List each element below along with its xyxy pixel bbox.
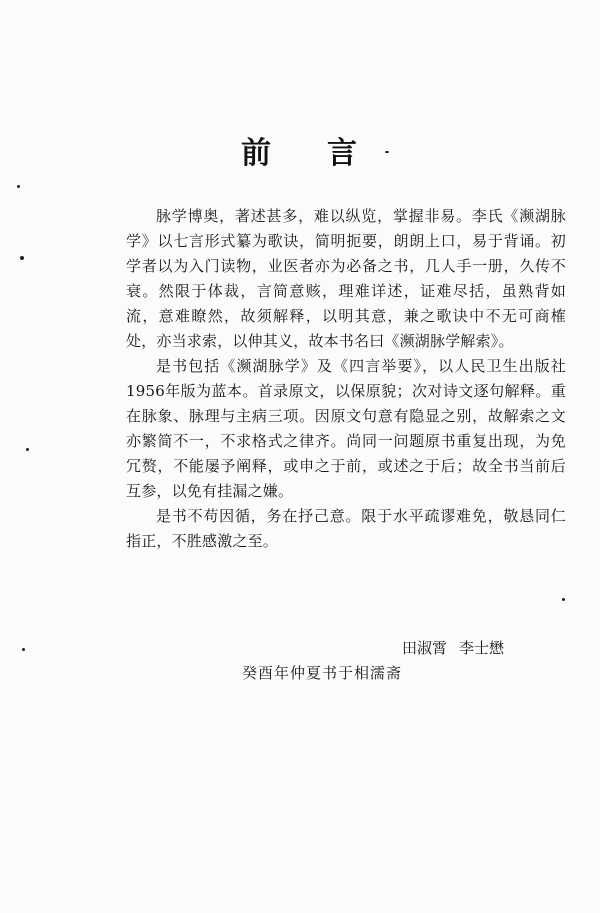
scan-speck	[17, 185, 20, 188]
preface-paragraph-2: 是书包括《濒湖脉学》及《四言举要》，以人民卫生出版社1956年版为蓝本。首录原文，以保原貌；次对诗文逐句解释。重在脉象、脉理与主病三项。因原文句意有隐显之别，故解索之文亦繁简不一，不求格式之律齐。尚同一问题原书重复出现，为免冗赘，不能屡予阐释，或申之于前，或述之于后；故全书当前后互参，以免有挂漏之嫌。	[126, 357, 566, 500]
scan-speck	[26, 448, 29, 451]
scan-speck	[22, 648, 25, 651]
author-name-2: 李士懋	[459, 639, 505, 657]
preface-body	[126, 204, 566, 554]
title-char-2: 言	[327, 136, 359, 171]
preface-paragraph-3: 是书不苟因循，务在抒己意。限于水平疏谬难免，敬恳同仁指正，不胜感激之至。	[126, 507, 566, 550]
authors-signature	[402, 637, 504, 659]
title-char-1: 前	[241, 136, 273, 171]
date-line: 癸酉年仲夏书于相濡斋	[242, 664, 403, 682]
author-name-1: 田淑霄	[402, 639, 448, 657]
scan-speck	[562, 598, 565, 601]
scan-speck	[20, 256, 24, 260]
page-title	[0, 134, 600, 174]
preface-paragraph-1: 脉学博奥，著述甚多，难以纵览，掌握非易。李氏《濒湖脉学》以七言形式纂为歌诀，简明扼要，朗朗上口，易于背诵。初学者以为入门读物，业医者亦为必备之书，几人手一册，久传不衰。然限于体裁，言简意赅，理难详述，证难尽括，虽熟背如流，意难瞭然，故须解释，以明其意，兼之歌诀中不无可商榷处，亦当求索，以伸其义，故本书名曰《濒湖脉学解索》。	[126, 207, 566, 350]
